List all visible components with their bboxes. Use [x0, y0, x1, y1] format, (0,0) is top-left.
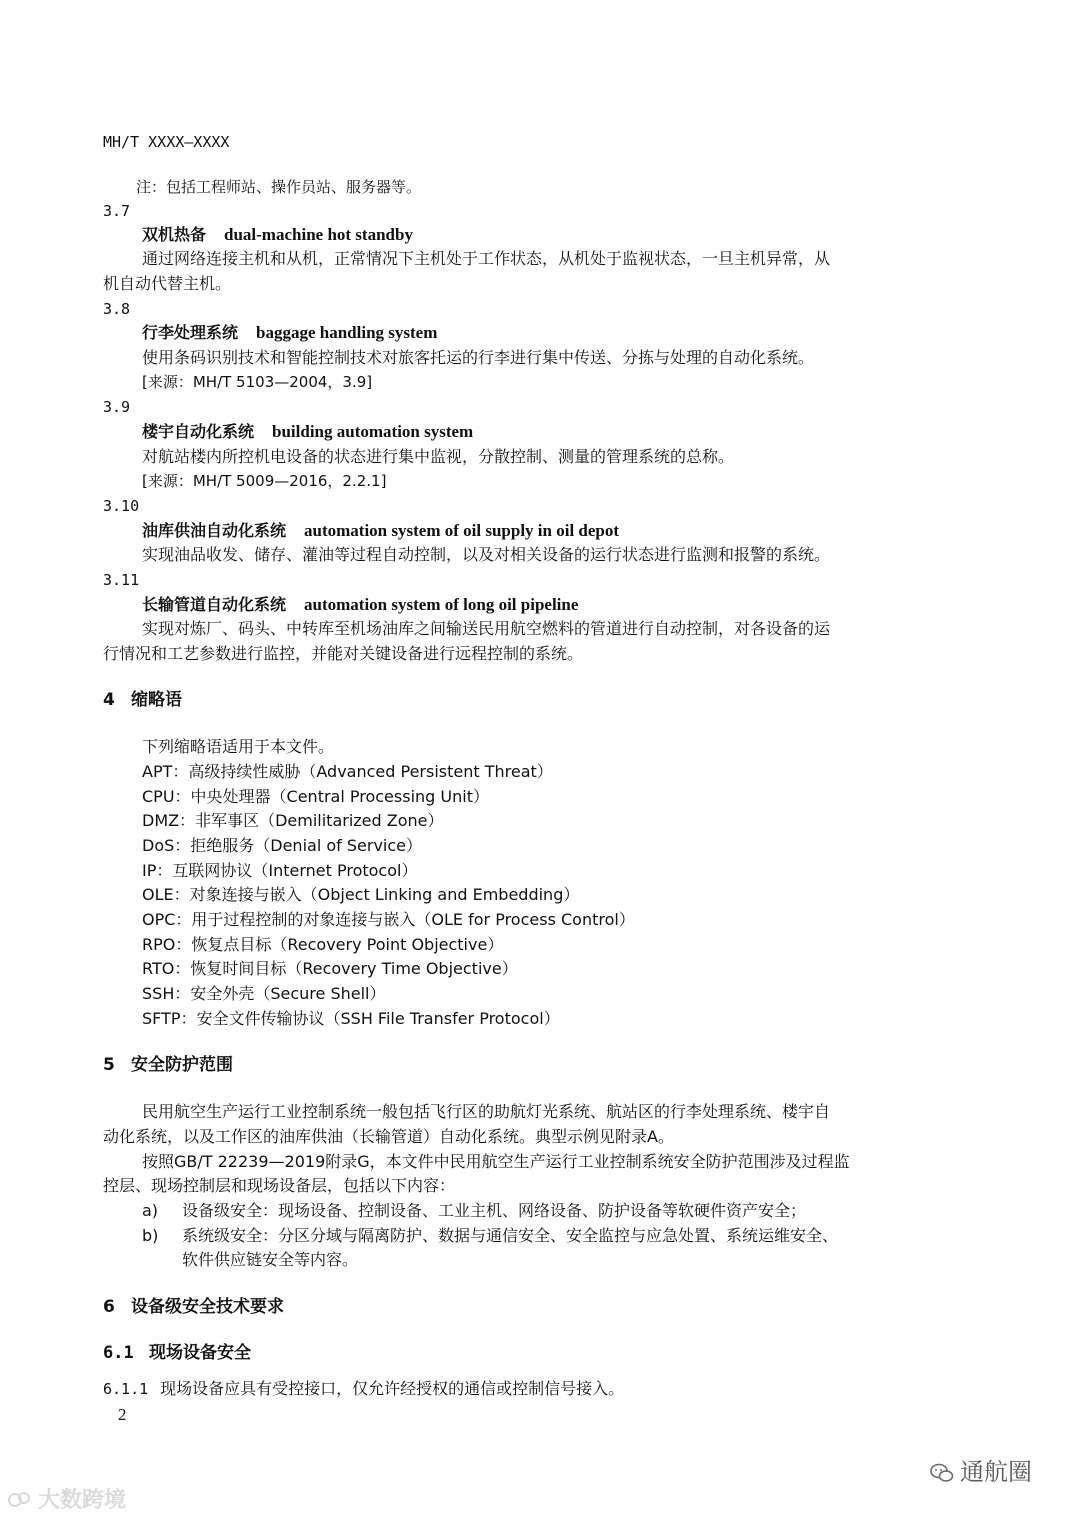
list-item	[142, 1200, 806, 1222]
paragraph-line: 动化系统，以及工作区的油库供油（长输管道）自动化系统。典型示例见附录A。	[103, 1127, 674, 1146]
watermark-logo-icon	[8, 1490, 32, 1510]
abbreviation-item: SSH：安全外壳（Secure Shell）	[142, 984, 386, 1003]
paragraph-line: 按照GB/T 22239—2019附录G，本文件中民用航空生产运行工业控制系统安全防护范围涉及过程监	[142, 1152, 850, 1171]
term-number: 3.7	[103, 202, 131, 220]
list-text: 系统级安全：分区分域与隔离防护、数据与通信安全、安全监控与应急处置、系统运维安全、	[182, 1226, 839, 1245]
clause-text: 现场设备应具有受控接口，仅允许经授权的通信或控制信号接入。	[160, 1379, 625, 1398]
list-text: 设备级安全：现场设备、控制设备、工业主机、网络设备、防护设备等软硬件资产安全；	[182, 1201, 807, 1220]
paragraph-line: 控层、现场控制层和现场设备层，包括以下内容：	[103, 1176, 456, 1195]
term-zh: 油库供油自动化系统	[142, 521, 287, 540]
term-title	[142, 594, 578, 616]
clause-number: 6.1.1	[103, 1380, 149, 1398]
term-title	[142, 421, 473, 443]
section-number: 5	[103, 1055, 115, 1075]
term-definition: 通过网络连接主机和从机，正常情况下主机处于工作状态，从机处于监视状态，一旦主机异常，从	[142, 249, 831, 268]
term-en: baggage handling system	[256, 323, 438, 342]
list-marker: b)	[142, 1226, 159, 1245]
term-definition: 实现对炼厂、码头、中转库至机场油库之间输送民用航空燃料的管道进行自动控制，对各设备的运	[142, 619, 831, 638]
term-zh: 双机热备	[142, 225, 207, 244]
abbreviation-item: DMZ：非军事区（Demilitarized Zone）	[142, 811, 444, 830]
abbreviation-item: DoS：拒绝服务（Denial of Service）	[142, 836, 422, 855]
page-number: 2	[118, 1405, 127, 1424]
section-heading	[103, 1296, 284, 1318]
list-item	[142, 1225, 838, 1247]
term-source: [来源：MH/T 5009—2016，2.2.1]	[142, 472, 387, 490]
term-number: 3.11	[103, 571, 140, 589]
term-en: building automation system	[272, 422, 474, 441]
abbreviation-item: APT：高级持续性威胁（Advanced Persistent Threat）	[142, 762, 553, 781]
note-text: 注：包括工程师站、操作员站、服务器等。	[136, 178, 422, 196]
term-number: 3.8	[103, 300, 131, 318]
abbreviation-item: OPC：用于过程控制的对象连接与嵌入（OLE for Process Control）	[142, 910, 635, 929]
term-zh: 长输管道自动化系统	[142, 595, 287, 614]
term-zh: 行李处理系统	[142, 323, 239, 342]
paragraph-line: 民用航空生产运行工业控制系统一般包括飞行区的助航灯光系统、航站区的行李处理系统、楼宇自	[142, 1102, 831, 1121]
watermark-right	[930, 1458, 1032, 1486]
term-en: automation system of long oil pipeline	[304, 595, 579, 614]
abbreviation-item: RPO：恢复点目标（Recovery Point Objective）	[142, 935, 504, 954]
term-definition: 对航站楼内所控机电设备的状态进行集中监视，分散控制、测量的管理系统的总称。	[142, 447, 735, 466]
term-title	[142, 520, 619, 542]
section-heading	[103, 1054, 233, 1076]
subsection-title: 现场设备安全	[149, 1343, 251, 1363]
list-marker: a)	[142, 1201, 159, 1220]
term-source: [来源：MH/T 5103—2004，3.9]	[142, 373, 373, 391]
term-en: dual-machine hot standby	[224, 225, 413, 244]
watermark-left-text: 大数跨境	[38, 1488, 127, 1513]
term-definition: 实现油品收发、储存、灌油等过程自动控制，以及对相关设备的运行状态进行监测和报警的系统。	[142, 545, 831, 564]
section-title: 安全防护范围	[131, 1055, 233, 1075]
subsection-heading	[103, 1342, 251, 1364]
term-definition-cont: 行情况和工艺参数进行监控，并能对关键设备进行远程控制的系统。	[103, 644, 584, 663]
term-zh: 楼宇自动化系统	[142, 422, 255, 441]
list-text-cont: 软件供应链安全等内容。	[182, 1250, 359, 1269]
term-number: 3.10	[103, 497, 140, 515]
term-definition: 使用条码识别技术和智能控制技术对旅客托运的行李进行集中传送、分拣与处理的自动化系统。	[142, 348, 815, 367]
abbreviation-item: SFTP：安全文件传输协议（SSH File Transfer Protocol）	[142, 1009, 560, 1028]
term-definition-cont: 机自动代替主机。	[103, 274, 232, 293]
term-number: 3.9	[103, 398, 131, 416]
term-en: automation system of oil supply in oil depot	[304, 521, 620, 540]
section-title: 设备级安全技术要求	[131, 1297, 284, 1317]
watermark-right-text: 通航圈	[960, 1458, 1032, 1486]
document-header: MH/T XXXX—XXXX	[103, 133, 230, 151]
abbreviation-intro: 下列缩略语适用于本文件。	[142, 737, 335, 756]
section-number: 4	[103, 690, 115, 710]
section-title: 缩略语	[131, 690, 182, 710]
watermark-left	[8, 1490, 126, 1512]
section-number: 6	[103, 1297, 115, 1317]
wechat-icon	[930, 1463, 954, 1483]
abbreviation-item: IP：互联网协议（Internet Protocol）	[142, 861, 418, 880]
term-title	[142, 322, 437, 344]
abbreviation-item: RTO：恢复时间目标（Recovery Time Objective）	[142, 959, 518, 978]
section-heading	[103, 689, 182, 711]
subsection-number: 6.1	[103, 1343, 134, 1363]
abbreviation-item: CPU：中央处理器（Central Processing Unit）	[142, 787, 489, 806]
clause	[103, 1378, 624, 1400]
term-title	[142, 224, 413, 246]
abbreviation-item: OLE：对象连接与嵌入（Object Linking and Embedding）	[142, 885, 580, 904]
